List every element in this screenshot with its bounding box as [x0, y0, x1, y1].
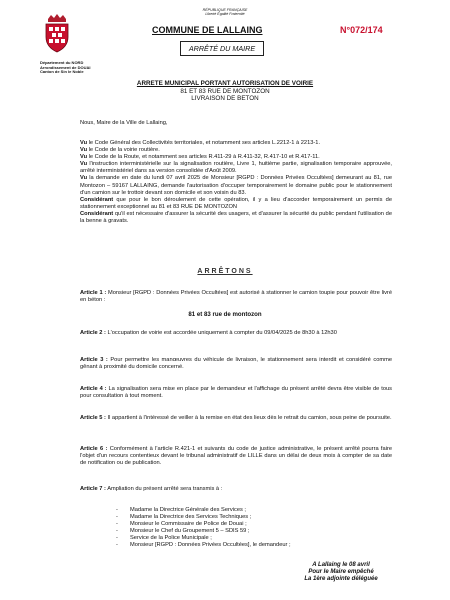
city-crest-logo	[42, 13, 72, 53]
recipient-item: - Monsieur le Commissaire de Police de Douai ;	[116, 521, 247, 528]
decree-title-subject: LIVRAISON DE BETON	[191, 95, 259, 103]
article-label: Article 3 :	[80, 357, 108, 363]
canton-line: Canton de Sin le Noble	[40, 69, 84, 75]
recipient-item: - Service de la Police Municipale ;	[116, 535, 212, 542]
arretons-heading: ARRÊTONS	[197, 268, 253, 275]
article-6: Article 6 : Conformément à l'article R.421-1 et suivants du code de justice administrative, le présent arrêté pourra faire l'objet d'un recours contentieux devant le tribunal administratif de LILLE dans un délai de deux mois à compter de sa date de notification ou de publication.	[80, 446, 392, 467]
commune-name: COMMUNE DE LALLAING	[152, 25, 263, 35]
article-5: Article 5 : Il appartient à l'intéressé de veiller à la remise en état des lieux dès le retrait du camion, sous peine de poursuite.	[80, 415, 392, 421]
article-label: Article 1 :	[80, 290, 107, 296]
considerant-1: Considérant que pour le bon déroulement de cette opération, il y a lieu d'accorder temporairement un permis de stationnement exceptionnel au 81 et 83 RUE DE MONTOZON	[80, 196, 392, 210]
arrondissement-line: Arrondissement de DOUAI	[40, 64, 91, 70]
visa-cgct: Vu le Code Général des Collectivités territoriales, et notamment ses articles L.2212-1 à 2213-1.	[80, 140, 321, 146]
article-label: Article 6 :	[80, 446, 108, 452]
visa-demande: Vu la demande en date du lundi 07 avril 2025 de Monsieur [RGPD : Données Privées Occultées] demeurant au 81, rue Montozon – 59167 LALLAING, demande l'autorisation d'occuper temporairement le domaine public pour le stationnement d'un camion sur le trottoir devant son domicile et son voisin du 83.	[80, 175, 392, 196]
visa-code-route: Vu le Code de la Route, et notamment ses articles R.411-29 à R.411-32, R.417-10 et R.417-11.	[80, 154, 320, 161]
visa-instruction: Vu l'instruction interministérielle sur la signalisation routière, Livre 1, huitième partie, signalisation temporaire approuvée, arrêté interministériel dans sa version consolidée d'Août 2009.	[80, 161, 392, 175]
article-label: Article 5 :	[80, 415, 106, 421]
intro-text: Nous, Maire de la Ville de Lallaing,	[80, 120, 168, 126]
article-2: Article 2 : L'occupation de voirie est accordée uniquement à compter du 09/04/2025 de 8h30 à 12h30	[80, 330, 337, 336]
article-1: Article 1 : Monsieur [RGPD : Données Privées Occultées] est autorisé à stationner le camion toupie pour pouvoir être livré en béton :	[80, 290, 392, 304]
signature-block	[286, 562, 396, 584]
decree-type-box	[180, 41, 264, 56]
department-line: Département du NORD	[40, 60, 84, 65]
decree-type-label: ARRÊTÉ DU MAIRE	[188, 44, 256, 53]
signature-role: La 1ère adjointe déléguée	[304, 576, 378, 583]
recipient-item: - Madame la Directrice Générale des Services ;	[116, 507, 247, 513]
article-3: Article 3 : Pour permettre les manœuvres du véhicule de livraison, le stationnement sera interdit et considéré comme gênant à proximité du domicile concerné.	[80, 357, 393, 371]
article-label: Article 7 :	[80, 486, 106, 492]
recipients-list	[116, 507, 380, 550]
article-1-address: 81 et 83 rue de montozon	[188, 311, 262, 318]
visa-voirie: Vu le Code de la voirie routière.	[80, 147, 160, 154]
decree-title-main: ARRETE MUNICIPAL PORTANT AUTORISATION DE VOIRIE	[136, 80, 314, 87]
visas-block	[80, 140, 392, 225]
recipient-item: - Monsieur le Chef du Groupement 5 – SDIS 59 ;	[116, 528, 250, 535]
article-label: Article 4 :	[80, 386, 107, 392]
recipient-item: - Madame la Directrice des Services Techniques ;	[116, 514, 252, 521]
article-7: Article 7 : Ampliation du présent arrêté sera transmis à :	[80, 486, 223, 492]
recipient-item: - Monsieur [RGPD : Données Privées Occultées], le demandeur ;	[116, 542, 291, 549]
department-block	[40, 61, 90, 75]
motto-line: Liberté Égalité Fraternité	[205, 12, 245, 17]
decree-title-address: 81 ET 83 RUE DE MONTOZON	[180, 87, 270, 95]
considerant-2: Considérant qu'il est nécessaire d'assurer la sécurité des usagers, et d'assurer la sécurité du public pendant l'utilisation de la benne à gravats.	[80, 210, 392, 225]
signature-capacity: Pour le Maire empêché	[308, 569, 374, 576]
signature-place-date: A Lallaing le 08 avril	[312, 562, 370, 568]
article-4: Article 4 : La signalisation sera mise en place par le demandeur et l'affichage du présent arrêté devra être visible de tous pour consultation à tout moment.	[80, 386, 392, 400]
decree-title	[0, 80, 450, 103]
decree-number: N°072/174	[340, 25, 383, 35]
republic-line: RÉPUBLIQUE FRANÇAISE	[202, 8, 248, 12]
article-label: Article 2 :	[80, 330, 106, 336]
